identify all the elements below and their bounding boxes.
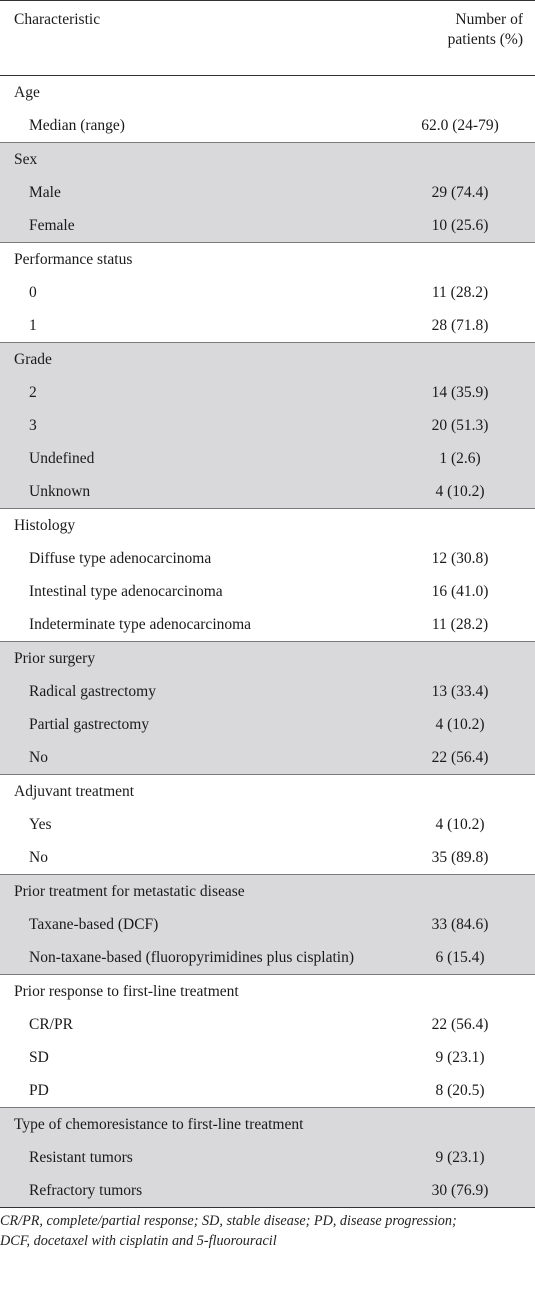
group-title: Prior surgery — [0, 642, 535, 676]
row-label: 2 — [0, 376, 385, 409]
table-header-row — [0, 1, 535, 76]
group-title: Prior treatment for metastatic disease — [0, 875, 535, 909]
row-value: 9 (23.1) — [385, 1141, 535, 1174]
table-row — [0, 176, 535, 209]
row-value: 9 (23.1) — [435, 1049, 485, 1066]
table-row — [0, 1174, 535, 1208]
row-value: 62.0 (24-79) — [421, 117, 499, 134]
row-label: Refractory tumors — [0, 1174, 385, 1208]
table-body — [0, 76, 535, 1208]
row-value: 35 (89.8) — [431, 849, 489, 866]
group-header-row — [0, 642, 535, 676]
row-value: 29 (74.4) — [385, 176, 535, 209]
table-row — [0, 409, 535, 442]
table-row — [0, 941, 535, 975]
table-row — [0, 675, 535, 708]
row-label: Taxane-based (DCF) — [0, 908, 385, 941]
row-value: 10 (25.6) — [385, 209, 535, 243]
row-label: 0 — [29, 284, 37, 301]
table-row — [0, 376, 535, 409]
row-label: Non-taxane-based (fluoropyrimidines plus cisplatin) — [0, 941, 385, 975]
table-row — [0, 475, 535, 509]
table-row — [0, 209, 535, 243]
row-value: 11 (28.2) — [431, 616, 489, 633]
row-value: 16 (41.0) — [431, 583, 489, 600]
group-title: Grade — [0, 343, 535, 377]
table-row — [0, 276, 535, 309]
group-header-row — [0, 343, 535, 377]
header-number-of-patients — [385, 1, 535, 76]
row-value: 12 (30.8) — [431, 550, 489, 567]
group-header-row — [0, 76, 535, 110]
row-label: 3 — [0, 409, 385, 442]
row-label: Intestinal type adenocarcinoma — [29, 583, 223, 600]
group-title: Age — [14, 84, 40, 101]
group-header-row — [0, 775, 535, 809]
table-row — [0, 808, 535, 841]
row-label: No — [29, 849, 48, 866]
row-value: 6 (15.4) — [385, 941, 535, 975]
table-row — [0, 741, 535, 775]
row-value: 4 (10.2) — [385, 475, 535, 509]
group-title: Sex — [0, 143, 535, 177]
row-value: 22 (56.4) — [431, 1016, 489, 1033]
table-row — [0, 608, 535, 642]
row-value: 4 (10.2) — [385, 708, 535, 741]
row-label: CR/PR — [29, 1016, 73, 1033]
row-label: Partial gastrectomy — [0, 708, 385, 741]
footnote-line-2: DCF, docetaxel with cisplatin and 5-fluorouracil — [0, 1233, 277, 1249]
table-row — [0, 1074, 535, 1108]
row-value: 1 (2.6) — [385, 442, 535, 475]
group-title: Performance status — [0, 243, 535, 277]
row-label: Yes — [29, 816, 52, 833]
row-label: Resistant tumors — [0, 1141, 385, 1174]
table-row — [0, 1141, 535, 1174]
header-number-line2: patients (%) — [447, 31, 523, 48]
group-header-row — [0, 875, 535, 909]
row-label: SD — [29, 1049, 49, 1066]
table-row — [0, 109, 535, 143]
row-value: 11 (28.2) — [431, 284, 489, 301]
row-label: Diffuse type adenocarcinoma — [29, 550, 212, 567]
row-value: 14 (35.9) — [385, 376, 535, 409]
group-header-row — [0, 1108, 535, 1142]
row-value: 4 (10.2) — [435, 816, 485, 833]
row-label: Radical gastrectomy — [0, 675, 385, 708]
table-row — [0, 542, 535, 575]
row-label: Unknown — [0, 475, 385, 509]
row-value: 28 (71.8) — [431, 317, 489, 334]
row-label: Female — [0, 209, 385, 243]
group-title: Histology — [0, 509, 535, 543]
row-value: 22 (56.4) — [385, 741, 535, 775]
table-row — [0, 575, 535, 608]
table-row — [0, 908, 535, 941]
table-row — [0, 708, 535, 741]
group-header-row — [0, 975, 535, 1009]
row-value: 8 (20.5) — [435, 1082, 485, 1099]
table-footnote — [0, 1208, 535, 1251]
row-label: No — [0, 741, 385, 775]
row-label: 1 — [29, 317, 37, 334]
table-row — [0, 841, 535, 875]
group-header-row — [0, 143, 535, 177]
row-value: 20 (51.3) — [385, 409, 535, 442]
table-row — [0, 309, 535, 343]
row-value: 13 (33.4) — [385, 675, 535, 708]
row-label: Male — [0, 176, 385, 209]
header-characteristic: Characteristic — [0, 1, 385, 76]
group-title: Prior response to first-line treatment — [0, 975, 535, 1009]
footnote-line-1: CR/PR, complete/partial response; SD, stable disease; PD, disease progression; — [0, 1213, 457, 1229]
table-row — [0, 442, 535, 475]
group-header-row — [0, 243, 535, 277]
row-label: PD — [29, 1082, 49, 1099]
row-value: 30 (76.9) — [385, 1174, 535, 1208]
row-label: Undefined — [0, 442, 385, 475]
table-row — [0, 1008, 535, 1041]
row-label: Indeterminate type adenocarcinoma — [29, 616, 252, 633]
group-title: Type of chemoresistance to first-line treatment — [0, 1108, 535, 1142]
row-label: Median (range) — [29, 117, 125, 134]
row-value: 33 (84.6) — [385, 908, 535, 941]
table-row — [0, 1041, 535, 1074]
header-number-line1: Number of — [455, 11, 523, 28]
group-title: Adjuvant treatment — [0, 775, 535, 809]
group-header-row — [0, 509, 535, 543]
